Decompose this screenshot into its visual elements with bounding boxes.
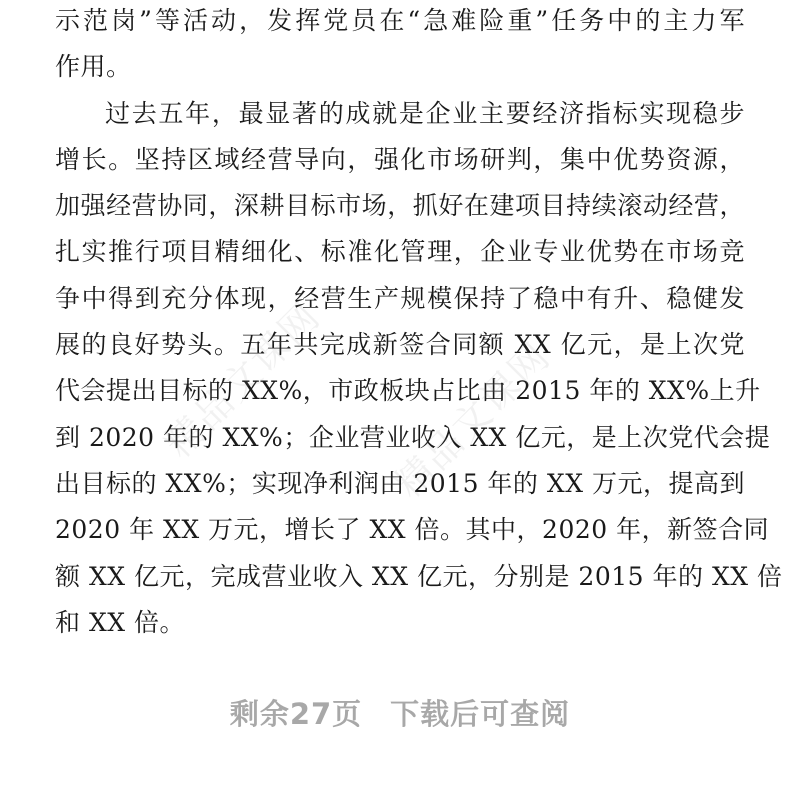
text-line: 到 2020 年的 XX%；企业营业收入 XX 亿元，是上次党代会提 <box>55 422 771 452</box>
remaining-pages-text: 剩余27页 <box>229 697 363 731</box>
paragraph-first-line: 过去五年，最显著的成就是企业主要经济指标实现稳步 <box>105 98 745 128</box>
text-line: 加强经营协同，深耕目标市场，抓好在建项目持续滚动经营， <box>55 191 745 221</box>
watermark-text: 精品文课网 <box>156 293 329 467</box>
text-line: 示范岗”等活动，发挥党员在“急难险重”任务中的主力军 <box>55 6 745 35</box>
text-line: 出目标的 XX%；实现净利润由 2015 年的 XX 万元，提高到 <box>55 468 745 498</box>
download-hint-text: 下载后可查阅 <box>390 697 571 731</box>
text-line: 展的良好势头。五年共完成新签合同额 XX 亿元，是上次党 <box>55 330 745 360</box>
text-line: 代会提出目标的 XX%，市政板块占比由 2015 年的 XX%上升 <box>55 376 761 406</box>
watermark-text: 精品文课网 <box>386 333 559 507</box>
text-line: 2020 年 XX 万元，增长了 XX 倍。其中，2020 年，新签合同 <box>55 515 770 545</box>
text-line: 作用。 <box>55 52 132 82</box>
text-line: 额 XX 亿元，完成营业收入 XX 亿元，分别是 2015 年的 XX 倍 <box>55 561 783 591</box>
text-line: 扎实推行项目精细化、标准化管理，企业专业优势在市场竞 <box>55 237 745 267</box>
text-line: 争中得到充分体现，经营生产规模保持了稳中有升、稳健发 <box>55 283 745 313</box>
remaining-pages-banner[interactable] <box>0 692 800 733</box>
text-line: 和 XX 倍。 <box>55 607 185 637</box>
document-body <box>55 0 783 646</box>
text-line: 增长。坚持区域经营导向，强化市场研判，集中优势资源， <box>55 144 745 174</box>
